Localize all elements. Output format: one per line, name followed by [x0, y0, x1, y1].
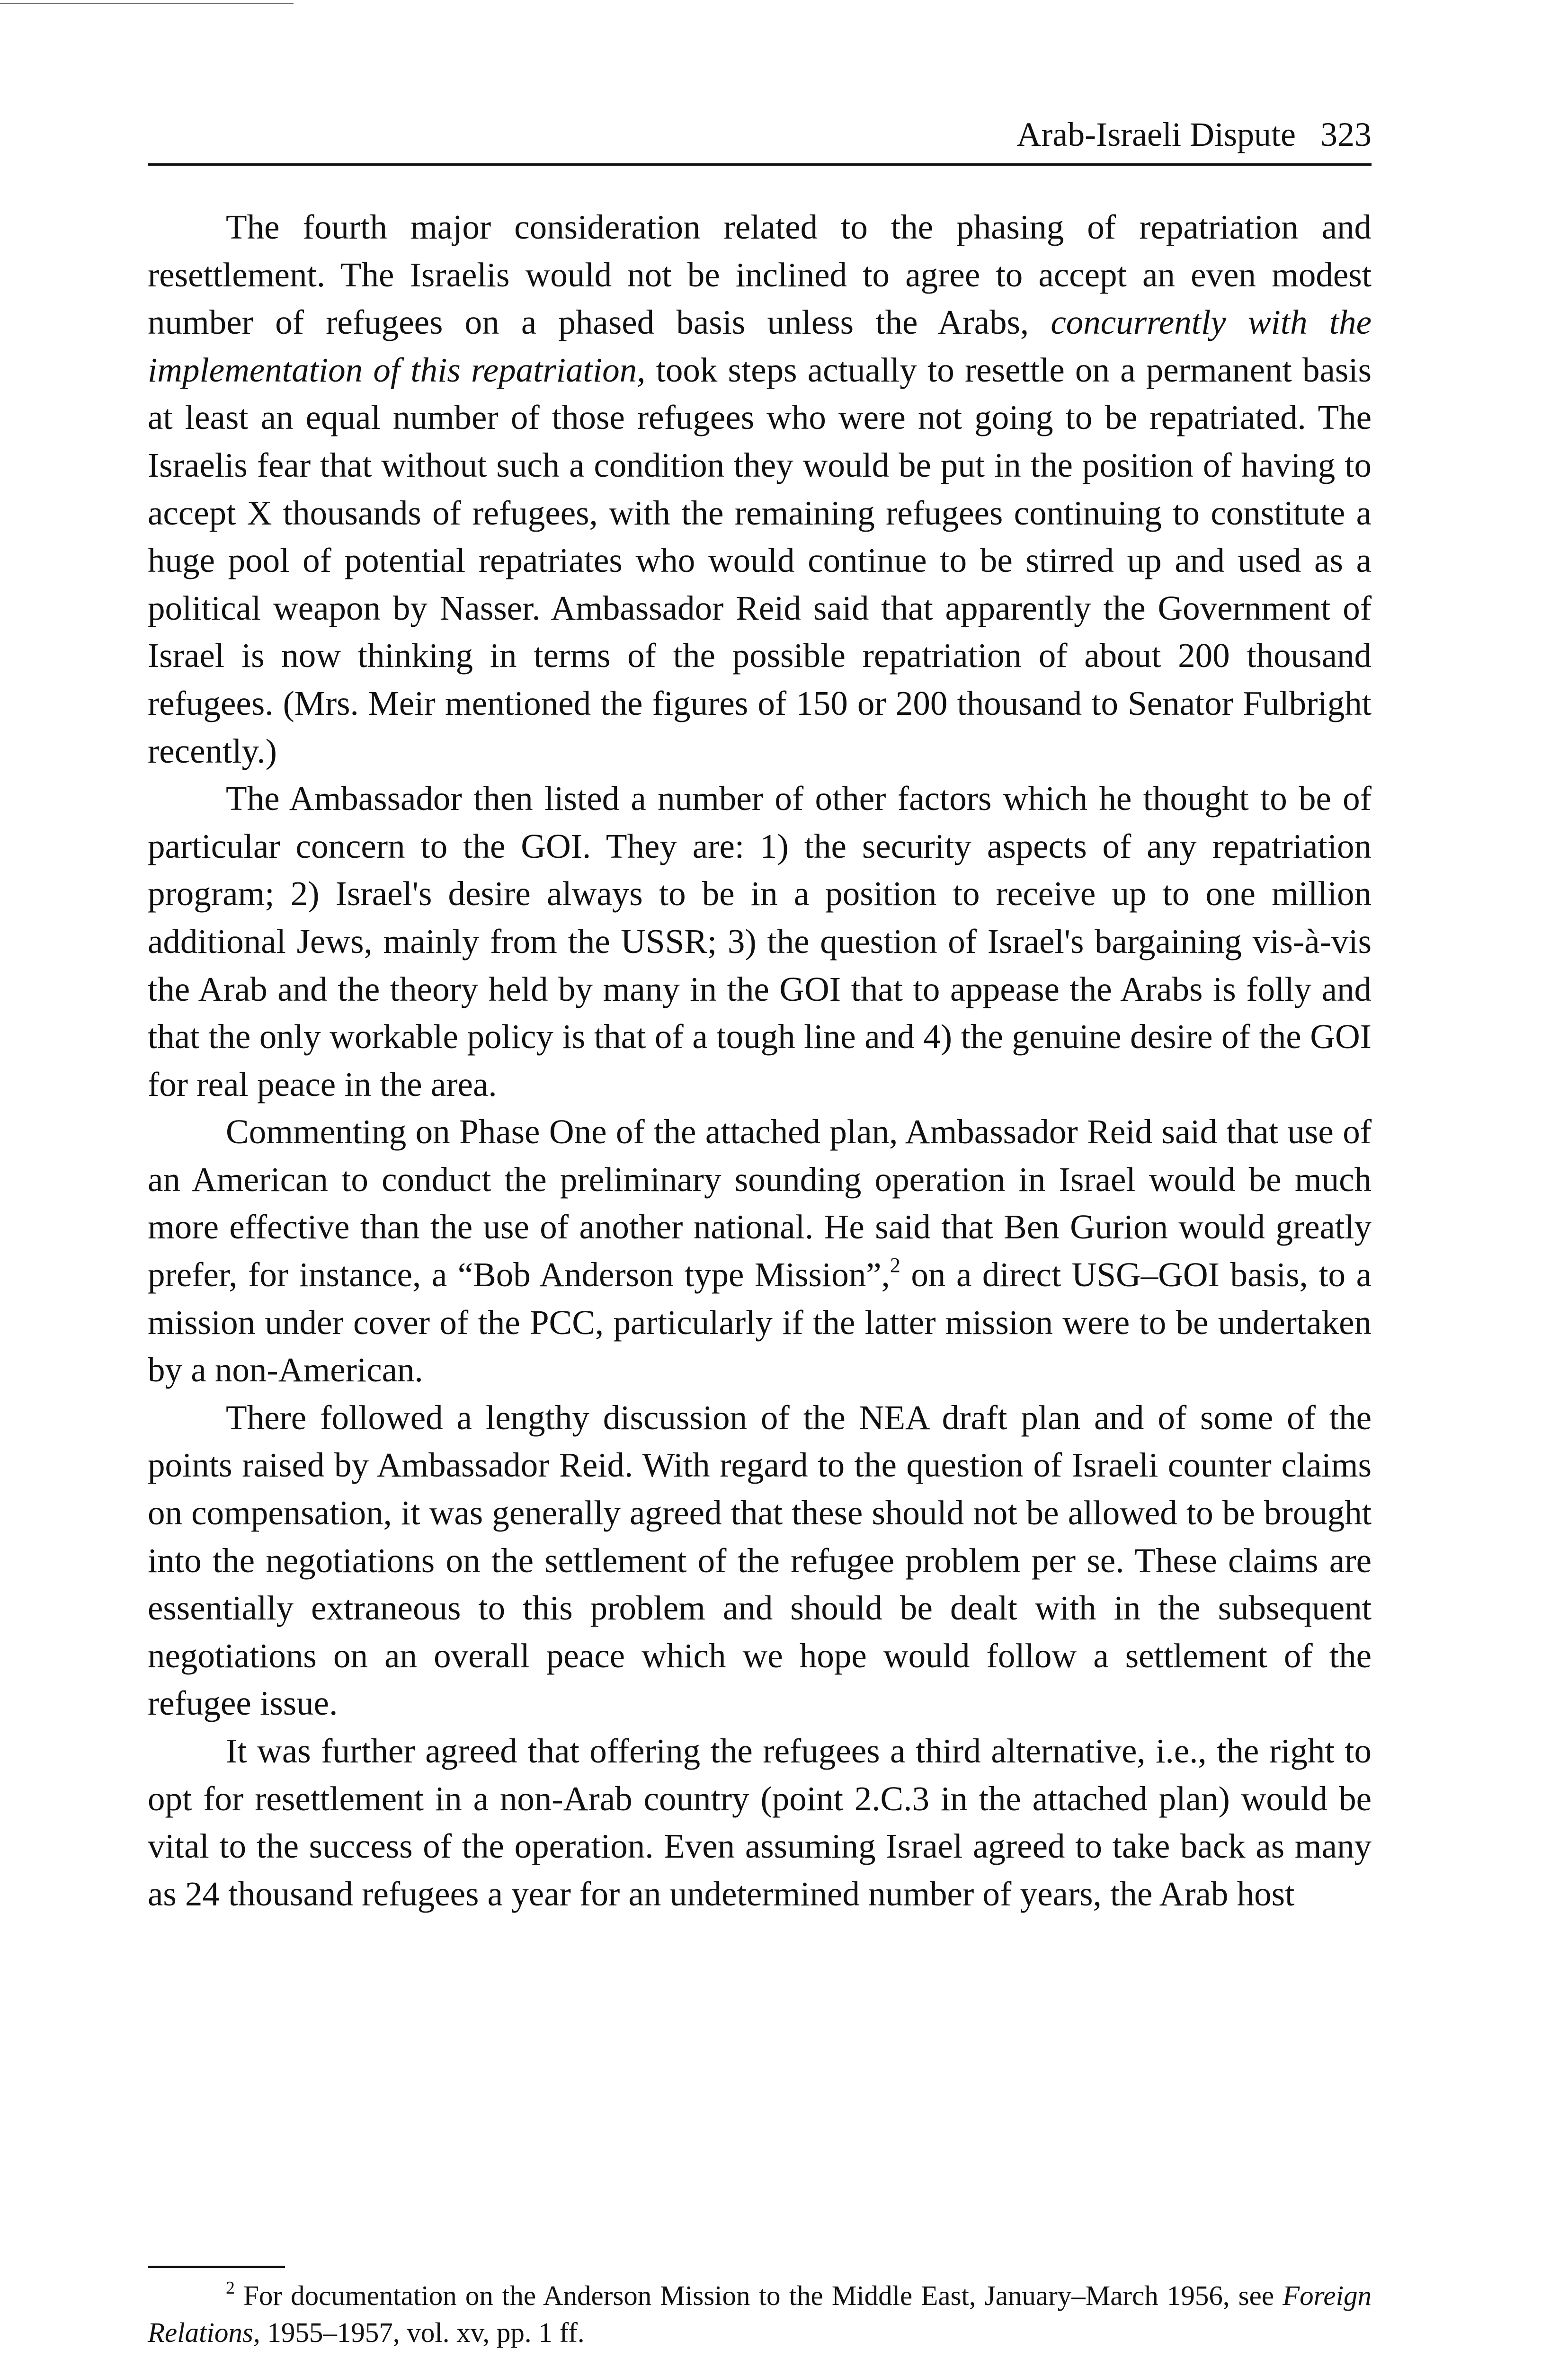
footnote-text-c: 1955–1957, vol. xv, pp. 1 ff.	[260, 2317, 585, 2348]
running-head-title: Arab-Israeli Dispute	[1016, 116, 1296, 153]
running-head	[1016, 117, 1372, 151]
footnote-rule	[148, 2266, 285, 2268]
footnote-italic-title: Foreign Relations,	[148, 2280, 1372, 2348]
paragraph-phasing-text-a: The fourth major consideration related to the phasing of repatriation and resettlement. The Israelis would not be inclined to agree to accept an even modest number of refugees on a phased basis unless the Arabs,	[148, 208, 1372, 342]
footnote-text-a: For documentation on the Anderson Mission to the Middle East, January–March 1956, see	[235, 2280, 1283, 2311]
paragraph-goi-factors: The Ambassador then listed a number of other factors which he thought to be of particular concern to the GOI. They are: 1) the security aspects of any repatriation program; 2) Israel's desire always to be in a position to receive up to one million additional Jews, mainly from the USSR; 3) the question of Israel's bargaining vis-à-vis the Arab and the theory held by many in the GOI that to appease the Arabs is folly and that the only workable policy is that of a tough line and 4) the genuine desire of the GOI for real peace in the area.	[148, 779, 1372, 1103]
paragraph-phasing-text-c: took steps actually to resettle on a permanent basis at least an equal number of those refugees who were not going to be repatriated. The Israelis fear that without such a condition they would be put in the position of having to accept X thousands of refugees, with the remaining refugees continuing to constitute a huge pool of potential repatriates who would continue to be stirred up and used as a political weapon by Nasser. Ambassador Reid said that apparently the Government of Israel is now thinking in terms of the possible repatriation of about 200 thousand refugees. (Mrs. Meir mentioned the figures of 150 or 200 thousand to Senator Fulbright recently.)	[148, 350, 1372, 770]
paragraph-nea-discussion: There followed a lengthy discussion of the NEA draft plan and of some of the points raised by Ambassador Reid. With regard to the question of Israeli counter claims on compensation, it was generally agreed that these should not be allowed to be brought into the negotiations on the settlement of the refugee problem per se. These claims are essentially extraneous to this problem and should be dealt with in the subsequent negotiations on an overall peace which we hope would follow a settlement of the refugee issue.	[148, 1398, 1372, 1723]
footnote	[148, 2277, 1372, 2351]
page-number: 323	[1320, 116, 1372, 153]
footnote-reference: 2	[890, 1254, 900, 1277]
header-rule	[148, 163, 1372, 166]
paragraph-phase-one	[148, 1108, 1372, 1394]
paragraph-phase-one-text-a: Commenting on Phase One of the attached plan, Ambassador Reid said that use of an American to conduct the preliminary sounding operation in Israel would be much more effective than the use of another national. He said that Ben Gurion would greatly prefer, for instance, a “Bob Anderson type Mission”,	[148, 1112, 1372, 1294]
document-page	[148, 0, 1372, 2367]
paragraph-phasing-italic: concurrently with the implementation of this repatriation,	[148, 303, 1372, 389]
paragraph-phase-one-text-b: on a direct USG–GOI basis, to a mission under cover of the PCC, particularly if the latter mission were to be undertaken by a non-American.	[148, 1255, 1372, 1389]
paragraph-third-alternative: It was further agreed that offering the refugees a third alternative, i.e., the right to opt for resettlement in a non-Arab country (point 2.C.3 in the attached plan) would be vital to the success of the operation. Even assuming Israel agreed to take back as many as 24 thousand refugees a year for an undetermined number of years, the Arab host	[148, 1732, 1372, 1913]
paragraph-phasing	[148, 204, 1372, 775]
body-text	[148, 204, 1372, 1918]
footnote-marker: 2	[226, 2278, 235, 2298]
